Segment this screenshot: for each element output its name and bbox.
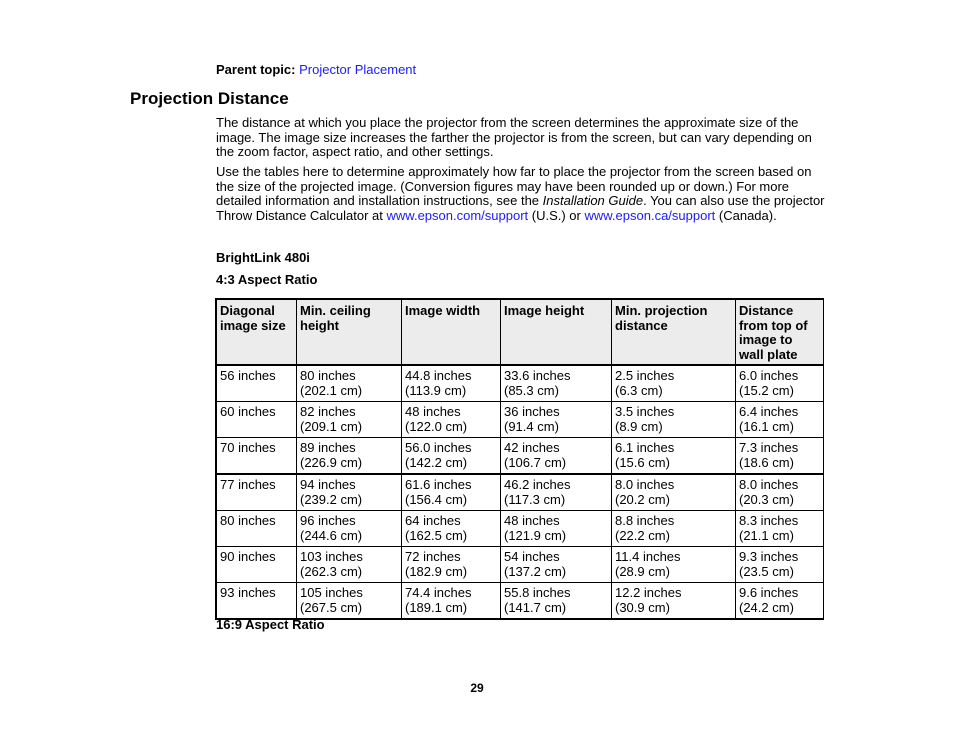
header-min-ceiling-height: Min. ceiling height <box>297 299 402 365</box>
cell-value-inches: 72 inches <box>405 549 461 564</box>
aspect-ratio-4-3-heading: 4:3 Aspect Ratio <box>216 272 318 287</box>
instructions-text-1: Use the tables here to determine approximately how far to place the projector from the screen based on the size of the projected image. (Conversion figures may have been rounded up or down.) For more detailed information and installation instructions, see the <box>216 164 812 209</box>
cell-value-cm: (16.1 cm) <box>739 418 794 434</box>
cell-value-inches: 46.2 inches <box>504 477 571 492</box>
table-header-row <box>216 299 824 365</box>
cell-value-cm: (141.7 cm) <box>504 599 567 615</box>
table-cell <box>402 402 501 438</box>
cell-value-cm: (85.3 cm) <box>504 382 559 398</box>
table-row <box>216 547 824 583</box>
cell-value-cm: (21.1 cm) <box>739 527 794 543</box>
cell-value-inches: 33.6 inches <box>504 368 571 383</box>
cell-value-cm: (18.6 cm) <box>739 454 794 470</box>
cell-value-cm: (137.2 cm) <box>504 563 567 579</box>
table-row <box>216 474 824 511</box>
projection-distance-table <box>215 298 824 620</box>
cell-value-inches: 89 inches <box>300 440 356 455</box>
cell-value-inches: 96 inches <box>300 513 356 528</box>
table-cell <box>216 438 297 475</box>
table-cell <box>736 511 824 547</box>
table-cell <box>216 402 297 438</box>
table-cell <box>216 547 297 583</box>
cell-value-inches: 70 inches <box>220 440 276 455</box>
table-cell <box>501 365 612 402</box>
cell-value-inches: 48 inches <box>504 513 560 528</box>
aspect-ratio-16-9-heading: 16:9 Aspect Ratio <box>216 617 325 632</box>
cell-value-inches: 2.5 inches <box>615 368 675 383</box>
cell-value-inches: 60 inches <box>220 404 276 419</box>
table-cell <box>297 511 402 547</box>
cell-value-inches: 8.0 inches <box>739 477 799 492</box>
table-cell <box>501 511 612 547</box>
instructions-paragraph <box>216 165 826 223</box>
table-cell <box>612 547 736 583</box>
cell-value-cm: (15.6 cm) <box>615 454 670 470</box>
cell-value-cm: (267.5 cm) <box>300 599 363 615</box>
page-title: Projection Distance <box>130 89 289 108</box>
cell-value-inches: 74.4 inches <box>405 585 472 600</box>
cell-value-cm: (239.2 cm) <box>300 491 363 507</box>
cell-value-cm: (24.2 cm) <box>739 599 794 615</box>
intro-paragraph: The distance at which you place the projector from the screen determines the approximate size of the image. The image size increases the farther the projector is from the screen, but can vary depending on the zoom factor, aspect ratio, and other settings. <box>216 115 812 160</box>
table-cell <box>501 474 612 511</box>
cell-value-cm: (30.9 cm) <box>615 599 670 615</box>
table-row <box>216 583 824 620</box>
table-cell <box>736 547 824 583</box>
cell-value-inches: 6.1 inches <box>615 440 675 455</box>
table-row <box>216 365 824 402</box>
table-cell <box>612 583 736 620</box>
cell-value-inches: 7.3 inches <box>739 440 799 455</box>
cell-value-cm: (162.5 cm) <box>405 527 468 543</box>
model-heading: BrightLink 480i <box>216 250 310 265</box>
cell-value-cm: (156.4 cm) <box>405 491 468 507</box>
table-cell <box>402 583 501 620</box>
parent-topic-label: Parent topic: <box>216 62 296 77</box>
cell-value-inches: 44.8 inches <box>405 368 472 383</box>
cell-value-inches: 94 inches <box>300 477 356 492</box>
table-cell <box>501 583 612 620</box>
cell-value-inches: 82 inches <box>300 404 356 419</box>
table-cell <box>216 474 297 511</box>
cell-value-cm: (202.1 cm) <box>300 382 363 398</box>
cell-value-inches: 12.2 inches <box>615 585 682 600</box>
table-cell <box>612 365 736 402</box>
table-cell <box>297 365 402 402</box>
table-cell <box>501 438 612 475</box>
cell-value-cm: (106.7 cm) <box>504 454 567 470</box>
cell-value-cm: (6.3 cm) <box>615 382 663 398</box>
cell-value-inches: 36 inches <box>504 404 560 419</box>
cell-value-cm: (189.1 cm) <box>405 599 468 615</box>
cell-value-inches: 80 inches <box>300 368 356 383</box>
cell-value-cm: (209.1 cm) <box>300 418 363 434</box>
cell-value-inches: 56.0 inches <box>405 440 472 455</box>
cell-value-inches: 48 inches <box>405 404 461 419</box>
table-cell <box>402 365 501 402</box>
table-cell <box>736 583 824 620</box>
cell-value-cm: (142.2 cm) <box>405 454 468 470</box>
cell-value-cm: (28.9 cm) <box>615 563 670 579</box>
cell-value-cm: (15.2 cm) <box>739 382 794 398</box>
cell-value-inches: 56 inches <box>220 368 276 383</box>
cell-value-cm: (22.2 cm) <box>615 527 670 543</box>
cell-value-inches: 103 inches <box>300 549 363 564</box>
instructions-text-3: (U.S.) or <box>528 207 585 223</box>
cell-value-cm: (20.2 cm) <box>615 491 670 507</box>
cell-value-inches: 64 inches <box>405 513 461 528</box>
header-distance-to-wall-plate: Distance from top of image to wall plate <box>736 299 824 365</box>
header-min-projection-distance: Min. projection distance <box>612 299 736 365</box>
cell-value-cm: (121.9 cm) <box>504 527 567 543</box>
cell-value-inches: 6.4 inches <box>739 404 799 419</box>
table-cell <box>612 511 736 547</box>
header-image-width: Image width <box>402 299 501 365</box>
table-cell <box>612 402 736 438</box>
cell-value-cm: (226.9 cm) <box>300 454 363 470</box>
table-cell <box>402 511 501 547</box>
epson-ca-support-link[interactable]: www.epson.ca/support <box>584 207 716 223</box>
epson-us-support-link[interactable]: www.epson.com/support <box>386 207 529 223</box>
table-row <box>216 511 824 547</box>
instructions-text-2: . You can also use the projector Throw Distance Calculator at <box>216 193 825 223</box>
cell-value-cm: (122.0 cm) <box>405 418 468 434</box>
cell-value-cm: (117.3 cm) <box>504 491 566 507</box>
cell-value-inches: 105 inches <box>300 585 363 600</box>
table-cell <box>402 547 501 583</box>
table-cell <box>736 438 824 475</box>
cell-value-inches: 61.6 inches <box>405 477 472 492</box>
cell-value-cm: (182.9 cm) <box>405 563 468 579</box>
cell-value-inches: 6.0 inches <box>739 368 799 383</box>
table-cell <box>297 402 402 438</box>
cell-value-inches: 9.6 inches <box>739 585 799 600</box>
table-row <box>216 438 824 475</box>
table-cell <box>297 547 402 583</box>
table-cell <box>216 511 297 547</box>
cell-value-inches: 55.8 inches <box>504 585 571 600</box>
cell-value-cm: (244.6 cm) <box>300 527 363 543</box>
table-cell <box>216 365 297 402</box>
cell-value-inches: 8.3 inches <box>739 513 799 528</box>
cell-value-inches: 9.3 inches <box>739 549 799 564</box>
cell-value-cm: (23.5 cm) <box>739 563 794 579</box>
cell-value-inches: 90 inches <box>220 549 276 564</box>
installation-guide-title: Installation Guide <box>542 193 644 209</box>
table-cell <box>736 474 824 511</box>
table-cell <box>612 474 736 511</box>
cell-value-inches: 77 inches <box>220 477 276 492</box>
cell-value-cm: (91.4 cm) <box>504 418 559 434</box>
table-cell <box>402 438 501 475</box>
cell-value-inches: 42 inches <box>504 440 560 455</box>
header-image-height: Image height <box>501 299 612 365</box>
table-cell <box>297 474 402 511</box>
instructions-text-4: (Canada). <box>715 207 777 223</box>
table-cell <box>216 583 297 620</box>
cell-value-inches: 54 inches <box>504 549 560 564</box>
table-cell <box>736 365 824 402</box>
cell-value-cm: (113.9 cm) <box>405 382 467 398</box>
table-row <box>216 402 824 438</box>
table-cell <box>402 474 501 511</box>
cell-value-inches: 93 inches <box>220 585 276 600</box>
cell-value-cm: (8.9 cm) <box>615 418 663 434</box>
table-cell <box>736 402 824 438</box>
cell-value-inches: 3.5 inches <box>615 404 675 419</box>
cell-value-inches: 11.4 inches <box>615 549 681 564</box>
cell-value-inches: 80 inches <box>220 513 276 528</box>
cell-value-inches: 8.0 inches <box>615 477 675 492</box>
table-cell <box>501 547 612 583</box>
cell-value-inches: 8.8 inches <box>615 513 675 528</box>
table-cell <box>297 438 402 475</box>
cell-value-cm: (262.3 cm) <box>300 563 363 579</box>
parent-topic-link[interactable]: Projector Placement <box>299 62 417 77</box>
header-diagonal-image-size: Diagonal image size <box>216 299 297 365</box>
cell-value-cm: (20.3 cm) <box>739 491 794 507</box>
table-cell <box>612 438 736 475</box>
table-cell <box>501 402 612 438</box>
page-number: 29 <box>470 681 484 695</box>
table-cell <box>297 583 402 620</box>
parent-topic <box>216 62 416 78</box>
